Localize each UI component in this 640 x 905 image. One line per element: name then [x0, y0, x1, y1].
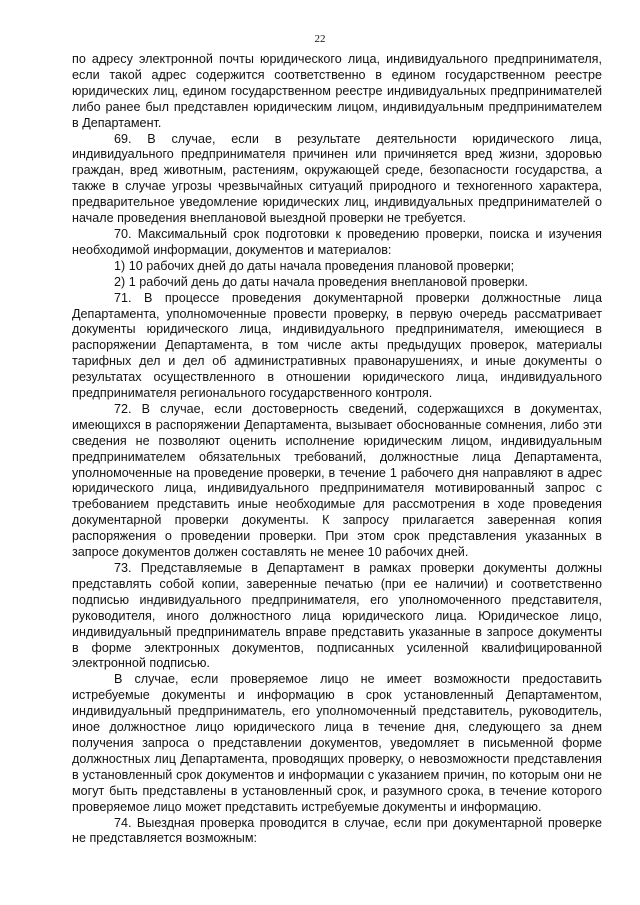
paragraph-74: 74. Выездная проверка проводится в случае, если при документарной проверке не представляется возможным: — [72, 815, 602, 846]
paragraph-72: 72. В случае, если достоверность сведений, содержащихся в документах, имеющихся в распоряжении Департамента, вызывает обоснованные сомнения, либо эти сведения не позволяют оценить исполнение юридическим лицом, индивидуальным предпринимателем обязательных требований, должностные лица Департамента, уполномоченные на проведение проверки, в течение 1 рабочего дня направляют в адрес юридического лица, индивидуального предпринимателя мотивированный запрос с требованием представить иные необходимые для рассмотрения в ходе проведения документарной проверки документы. К запросу прилагается заверенная копия распоряжения о проведении проверки. При этом срок представления указанных в запросе документов должен составлять не менее 10 рабочих дней. — [72, 401, 602, 560]
paragraph-70: 70. Максимальный срок подготовки к проведению проверки, поиска и изучения необходимой информации, документов и материалов: — [72, 226, 602, 257]
document-body — [72, 52, 602, 847]
paragraph-continuation: по адресу электронной почты юридического лица, индивидуального предпринимателя, если такой адрес содержится соответственно в едином государственном реестре юридических лиц, едином государственном реестре индивидуальных предпринимателей либо ранее был представлен юридическим лицом, индивидуальным предпринимателем в Департамент. — [72, 52, 602, 130]
paragraph-69: 69. В случае, если в результате деятельности юридического лица, индивидуального предпринимателя причинен или причиняется вред жизни, здоровью граждан, вред животным, растениям, окружающей среде, безопасности государства, а также в случае угрозы чрезвычайных ситуаций природного и техногенного характера, предварительное уведомление юридических лиц, индивидуальных предпринимателей о начале проведения внеплановой выездной проверки не требуется. — [72, 131, 602, 226]
paragraph-73-continuation: В случае, если проверяемое лицо не имеет возможности предоставить истребуемые документы и информацию в срок установленный Департаментом, индивидуальный предприниматель, его уполномоченный представитель, руководитель, иное должностное лицо юридического лица в течение дня, следующего за днем получения запроса о представлении документов, уведомляет в письменной форме должностных лиц Департамента, проводящих проверку, о невозможности представления в установленный срок документов и информации с указанием причин, по которым они не могут быть представлены в установленный срок, и разумного срока, в течение которого проверяемое лицо может представить истребуемые документы и информацию. — [72, 672, 602, 814]
paragraph-73: 73. Представляемые в Департамент в рамках проверки документы должны представлять собой копии, заверенные печатью (при ее наличии) и соответственно подписью индивидуального предпринимателя, его уполномоченного представителя, руководителя, иного должностного лица юридического лица. Юридическое лицо, индивидуальный предприниматель вправе представить указанные в запросе документы в форме электронных документов, подписанных усиленной квалифицированной электронной подписью. — [72, 561, 602, 671]
paragraph-70-item-1: 1) 10 рабочих дней до даты начала проведения плановой проверки; — [114, 258, 515, 273]
paragraph-71: 71. В процессе проведения документарной проверки должностные лица Департамента, уполномоченные провести проверку, в первую очередь рассматривает документы юридического лица, индивидуального предпринимателя, имеющиеся в распоряжении Департамента, в том числе акты предыдущих проверок, материалы тарифных дел и дел об административных правонарушениях, и иные документы о результатах осуществленного в отношении юридического лица, индивидуального предпринимателя регионального государственного контроля. — [72, 290, 602, 401]
paragraph-70-item-2: 2) 1 рабочий день до даты начала проведения внеплановой проверки. — [114, 274, 529, 289]
page-number: 22 — [314, 33, 326, 45]
